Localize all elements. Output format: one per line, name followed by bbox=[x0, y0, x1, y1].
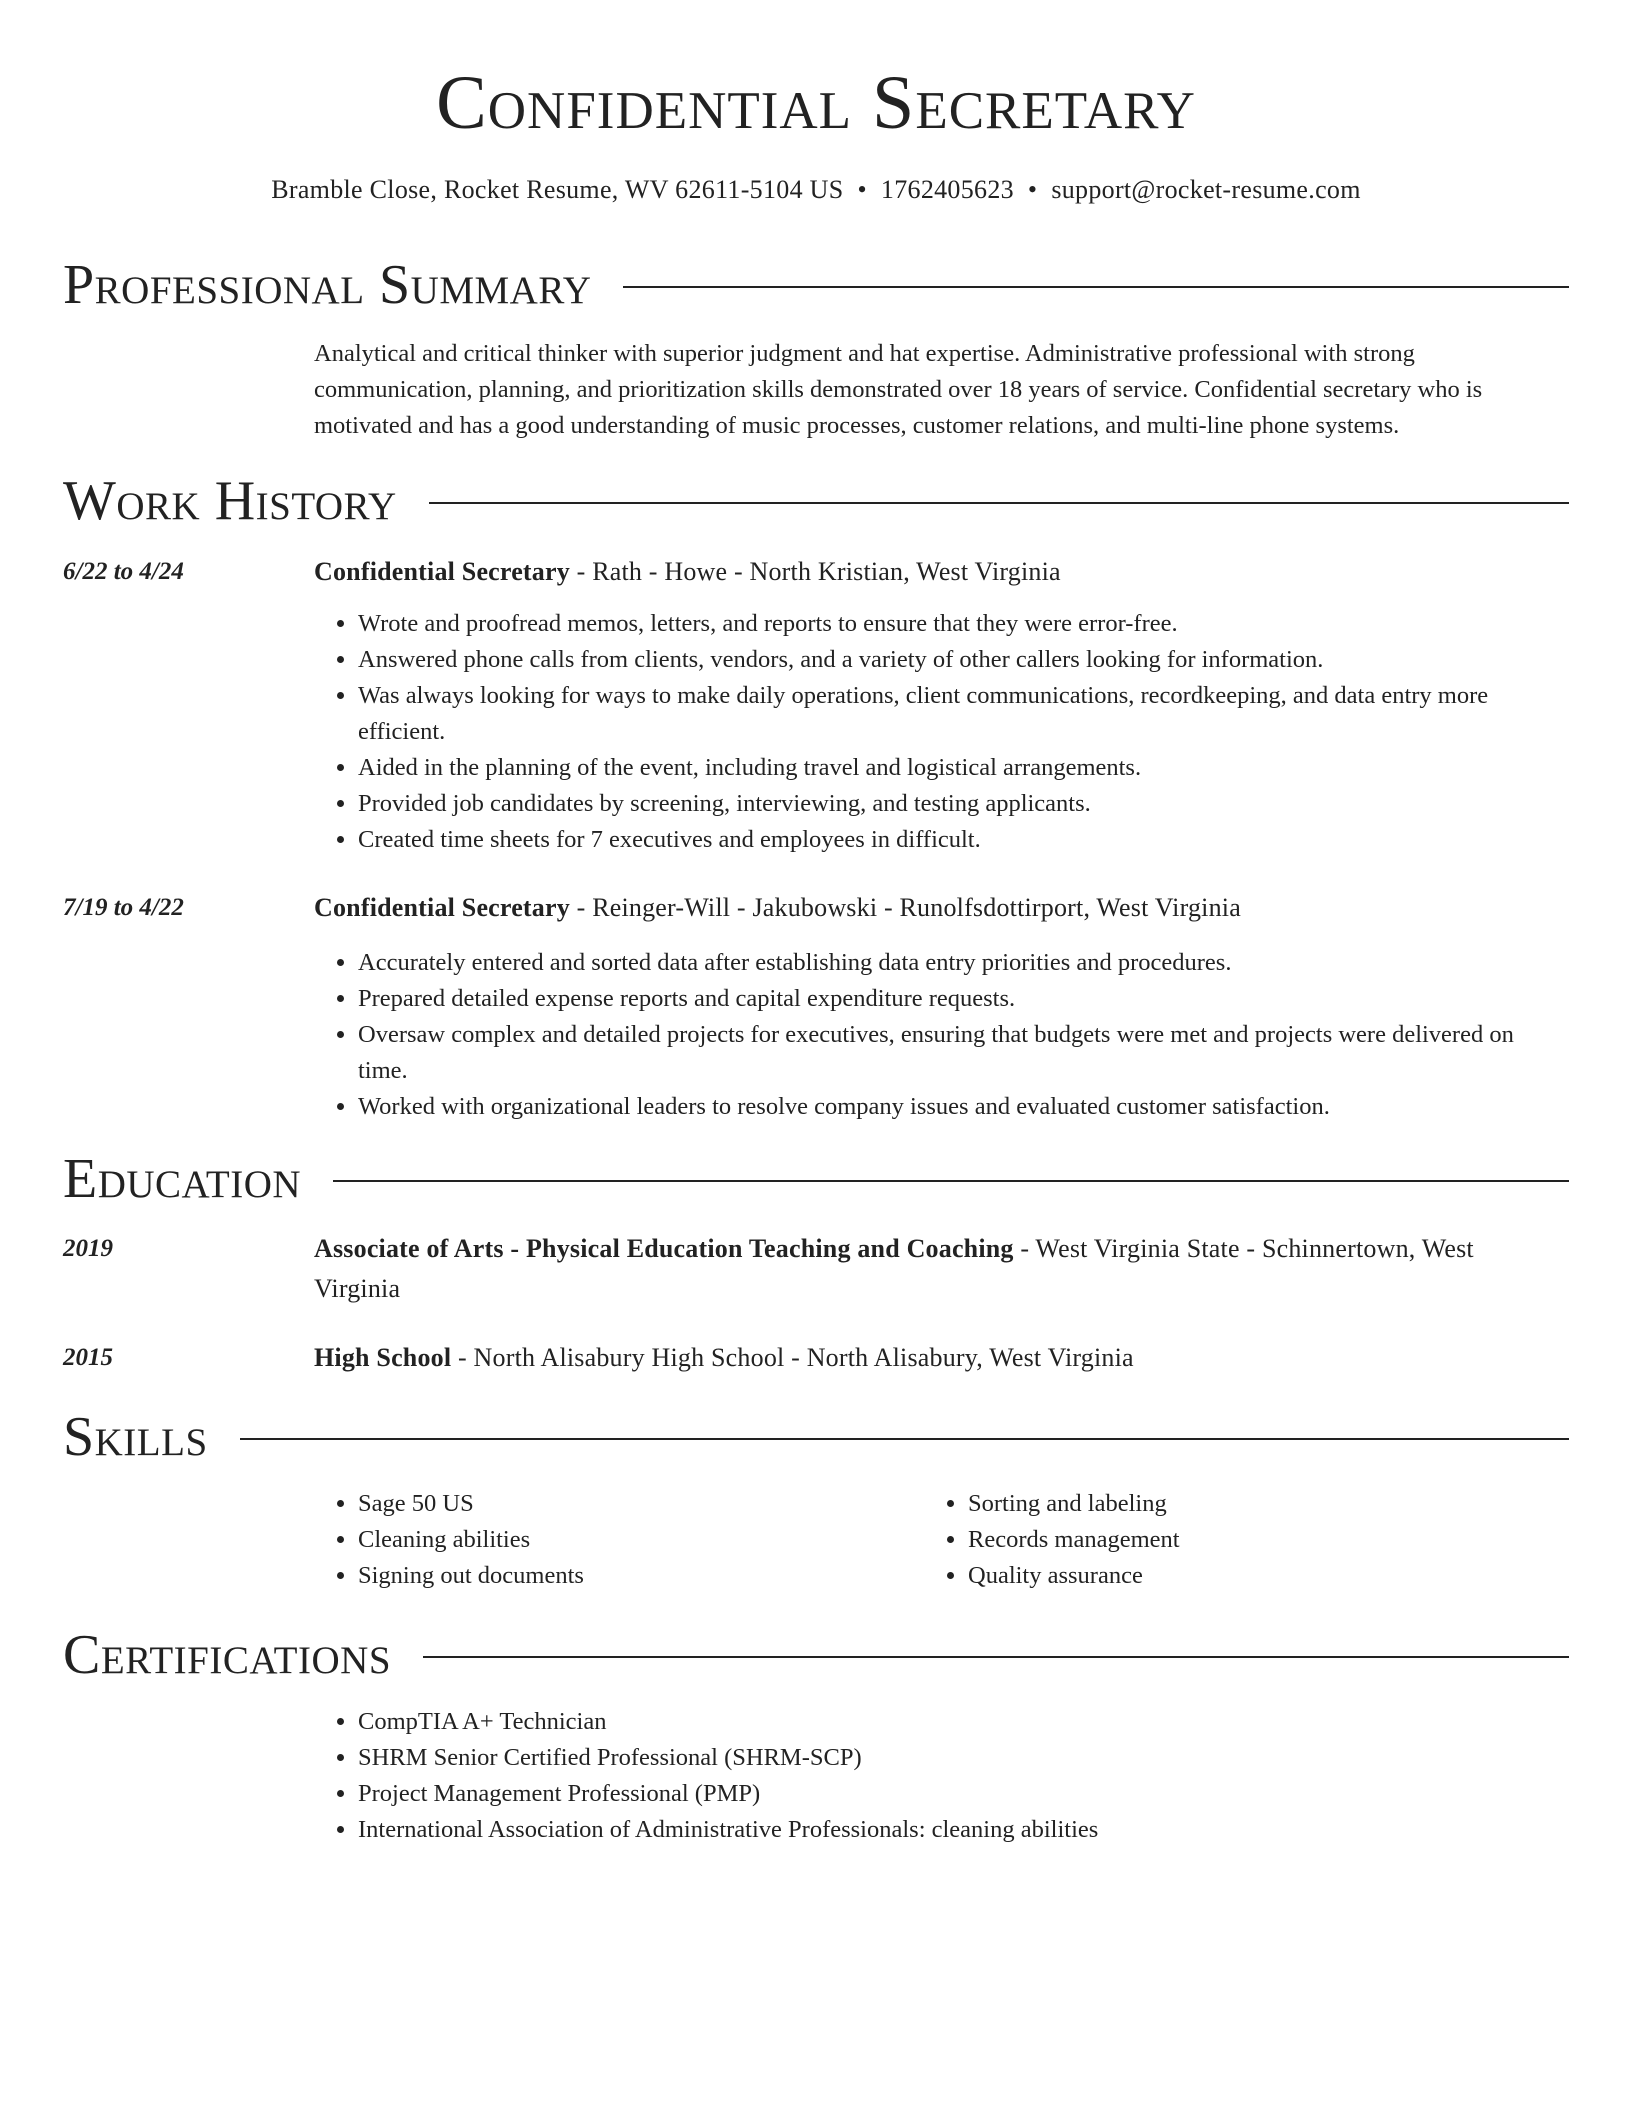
section-title: Skills bbox=[63, 1406, 208, 1468]
list-item: • Accurately entered and sorted data after establishing data entry priorities and procedures. bbox=[358, 945, 1568, 981]
list-item: • Answered phone calls from clients, vendors, and a variety of other callers looking for information. bbox=[358, 642, 1568, 678]
skill-item: • Quality assurance bbox=[968, 1558, 1564, 1594]
list-item: • Aided in the planning of the event, including travel and logistical arrangements. bbox=[358, 750, 1568, 786]
education-year: 2015 bbox=[63, 1344, 113, 1371]
section-title: Certifications bbox=[63, 1624, 392, 1686]
list-item: • Prepared detailed expense reports and capital expenditure requests. bbox=[358, 981, 1568, 1017]
education-line bbox=[314, 1229, 1564, 1309]
job-title: Confidential Secretary bbox=[314, 557, 570, 586]
job-title-line bbox=[314, 552, 1564, 592]
job-title-line bbox=[314, 888, 1564, 928]
skill-item: • Cleaning abilities bbox=[358, 1522, 924, 1558]
job-details: - Reinger-Will - Jakubowski - Runolfsdottirport, West Virginia bbox=[569, 893, 1241, 922]
education-line bbox=[314, 1338, 1564, 1378]
certification-item: • International Association of Administrative Professionals: cleaning abilities bbox=[358, 1812, 1568, 1848]
certification-item: • Project Management Professional (PMP) bbox=[358, 1776, 1568, 1812]
section-rule bbox=[429, 502, 1569, 504]
skills-list-left bbox=[314, 1486, 924, 1594]
education-details: - North Alisabury High School - North Alisabury, West Virginia bbox=[451, 1343, 1134, 1372]
list-item: • Created time sheets for 7 executives and employees in difficult. bbox=[358, 822, 1568, 858]
section-work-history bbox=[63, 468, 1569, 534]
email: support@rocket-resume.com bbox=[1051, 175, 1361, 204]
section-rule bbox=[240, 1438, 1569, 1440]
skills-list-right bbox=[924, 1486, 1564, 1594]
section-rule bbox=[423, 1656, 1569, 1658]
skill-item: • Signing out documents bbox=[358, 1558, 924, 1594]
certifications-list bbox=[314, 1704, 1568, 1848]
separator-dot: • bbox=[1027, 175, 1038, 204]
section-title: Professional Summary bbox=[63, 254, 592, 316]
section-skills bbox=[63, 1404, 1569, 1470]
degree: High School bbox=[314, 1343, 452, 1372]
job-dates: 6/22 to 4/24 bbox=[63, 558, 184, 585]
job-dates: 7/19 to 4/22 bbox=[63, 894, 184, 921]
section-rule bbox=[623, 286, 1569, 288]
skill-item: • Records management bbox=[968, 1522, 1564, 1558]
job-title: Confidential Secretary bbox=[314, 893, 570, 922]
list-item: • Worked with organizational leaders to resolve company issues and evaluated customer satisfaction. bbox=[358, 1089, 1568, 1125]
section-title: Work History bbox=[63, 470, 397, 532]
address: Bramble Close, Rocket Resume, WV 62611-5104 US bbox=[271, 175, 844, 204]
section-rule bbox=[333, 1180, 1569, 1182]
list-item: • Was always looking for ways to make daily operations, client communications, recordkeeping, and data entry more efficient. bbox=[358, 678, 1568, 750]
list-item: • Oversaw complex and detailed projects for executives, ensuring that budgets were met and projects were delivered on time. bbox=[358, 1017, 1568, 1089]
degree: Associate of Arts - Physical Education Teaching and Coaching bbox=[314, 1234, 1014, 1263]
education-details: - West Virginia State - Schinnertown, West Virginia bbox=[314, 1234, 1474, 1303]
section-title: Education bbox=[63, 1148, 302, 1210]
list-item: • Wrote and proofread memos, letters, and reports to ensure that they were error-free. bbox=[358, 606, 1568, 642]
job-bullets bbox=[314, 945, 1568, 1125]
contact-line bbox=[0, 172, 1632, 208]
job-bullets bbox=[314, 606, 1568, 858]
skill-item: • Sage 50 US bbox=[358, 1486, 924, 1522]
list-item: • Provided job candidates by screening, interviewing, and testing applicants. bbox=[358, 786, 1568, 822]
skill-item: • Sorting and labeling bbox=[968, 1486, 1564, 1522]
summary-text: Analytical and critical thinker with superior judgment and hat expertise. Administrative professional with strong communication, planning, and prioritization skills demonstrated over 18 years of service. Confidential secretary who is motivated and has a good understanding of music processes, customer relations, and multi-line phone systems. bbox=[314, 340, 1483, 439]
job-details: - Rath - Howe - North Kristian, West Virginia bbox=[569, 557, 1061, 586]
certification-item: • SHRM Senior Certified Professional (SHRM-SCP) bbox=[358, 1740, 1568, 1776]
section-certifications bbox=[63, 1622, 1569, 1688]
candidate-name: Confidential Secretary bbox=[436, 61, 1196, 145]
section-professional-summary bbox=[63, 252, 1569, 318]
separator-dot: • bbox=[857, 175, 867, 204]
education-year: 2019 bbox=[63, 1235, 113, 1262]
certification-item: • CompTIA A+ Technician bbox=[358, 1704, 1568, 1740]
phone: 1762405623 bbox=[880, 175, 1014, 204]
section-education bbox=[63, 1146, 1569, 1212]
